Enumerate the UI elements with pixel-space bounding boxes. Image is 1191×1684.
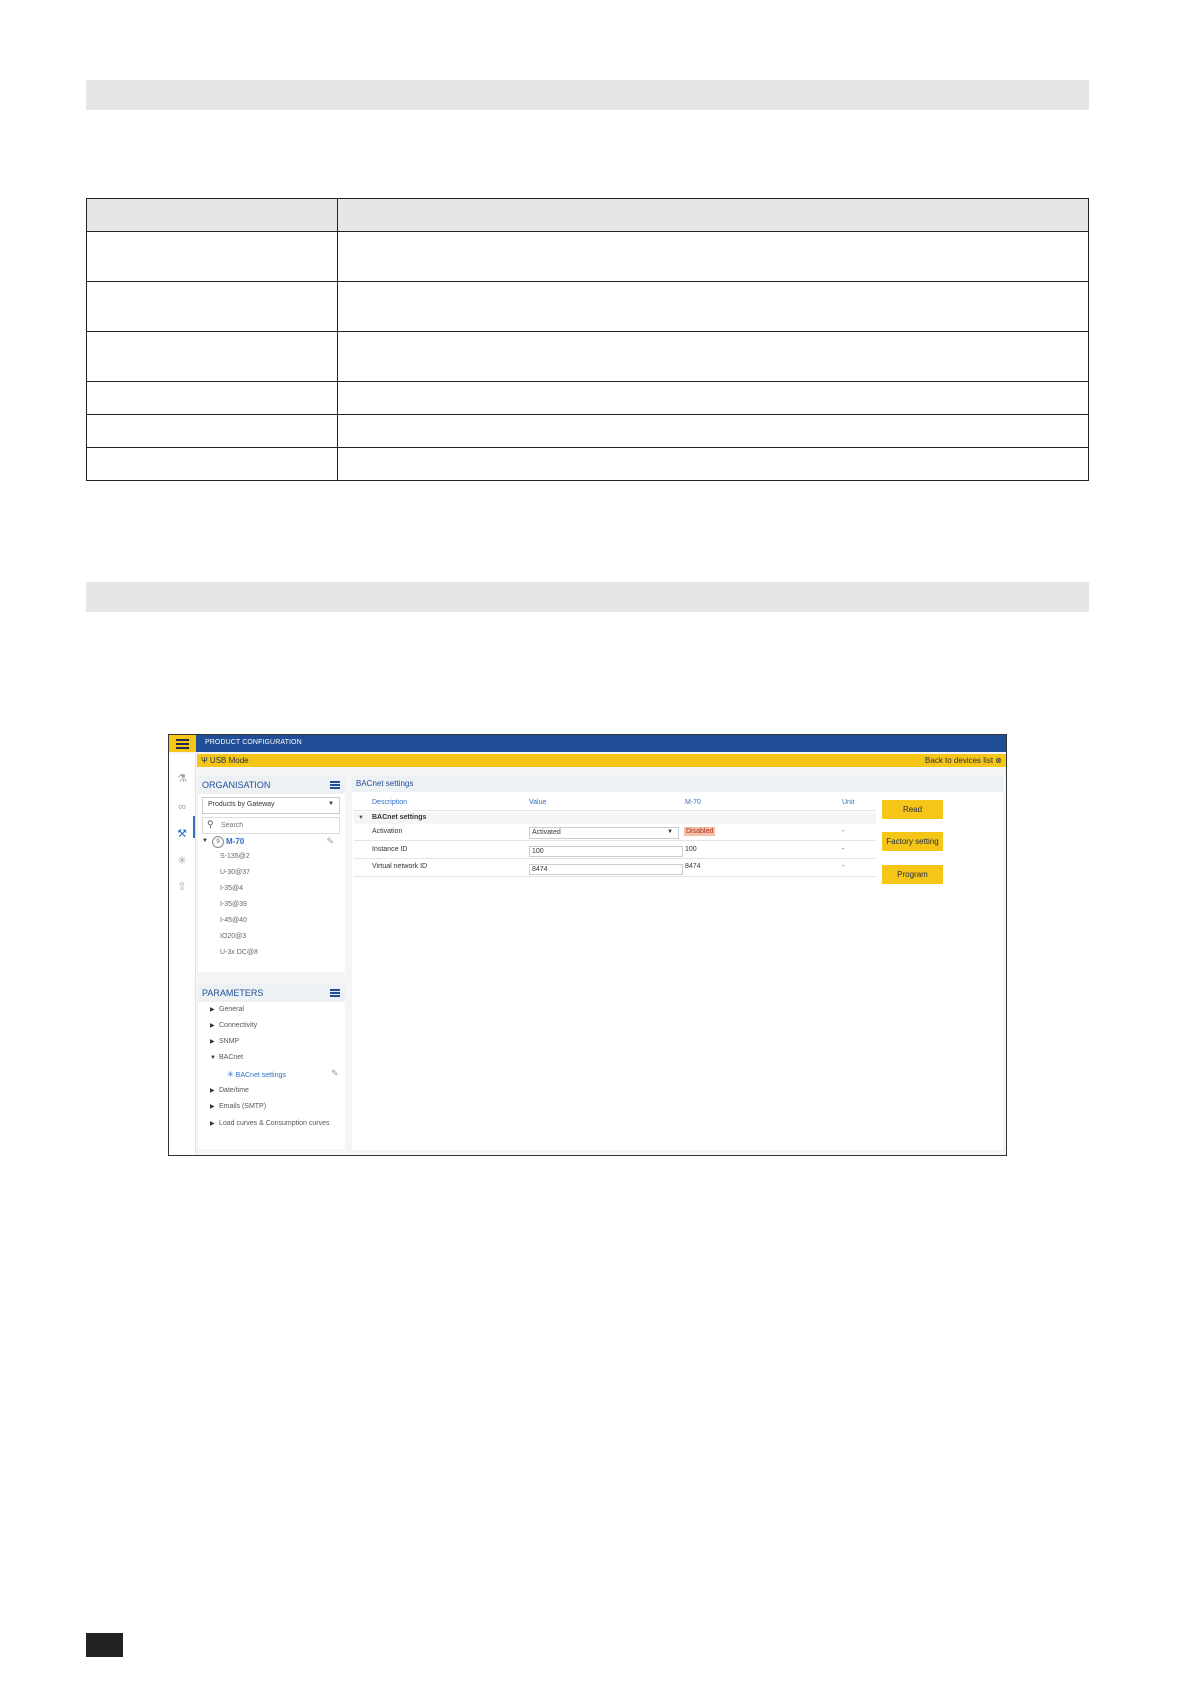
param-sub-label: BACnet settings [235, 1072, 286, 1079]
tree-item[interactable]: U-30@37 [220, 869, 251, 876]
activation-select-value: Activated [532, 829, 561, 836]
tree-item[interactable]: I-35@39 [220, 901, 247, 908]
network-icon[interactable]: ⚗ [177, 773, 187, 785]
settings-header [352, 776, 1003, 792]
back-link-text: Back to devices list [925, 756, 994, 765]
param-item-connectivity[interactable] [210, 1022, 257, 1029]
caret-down-icon: ▼ [210, 1055, 216, 1061]
caret-down-icon[interactable]: ▼ [202, 838, 208, 844]
divider [354, 840, 876, 841]
row-device-value: 100 [685, 846, 697, 853]
param-item-label: Load curves & Consumption curves [219, 1120, 330, 1127]
tree-item[interactable]: IO20@3 [220, 933, 247, 940]
pencil-icon[interactable]: ✎ [326, 836, 334, 846]
tree-root-item[interactable] [202, 836, 338, 848]
active-indicator [193, 816, 195, 838]
table-row [87, 415, 1089, 448]
section-heading-band [86, 80, 1089, 110]
column-header-value: Value [529, 799, 547, 806]
parameters-title: PARAMETERS [202, 988, 264, 998]
caret-right-icon: ▶ [210, 1104, 215, 1110]
table-row [87, 382, 1089, 415]
table-header-cell [87, 199, 338, 232]
satellite-icon: ✳ [227, 1070, 234, 1079]
column-header-device: M-70 [685, 799, 701, 806]
parameters-header [198, 984, 345, 1002]
divider [354, 858, 876, 859]
activation-select[interactable] [529, 827, 679, 839]
tree-item[interactable]: I-35@4 [220, 885, 244, 892]
virtual-network-id-input[interactable] [529, 864, 683, 875]
table-cell [87, 332, 338, 382]
table-row [87, 232, 1089, 282]
tree-item[interactable]: S-135@2 [220, 853, 250, 860]
column-header-unit: Unit [842, 799, 855, 806]
param-item-label: Connectivity [219, 1022, 258, 1029]
settings-group-label: BACnet settings [372, 814, 427, 821]
table-cell [87, 282, 338, 332]
table-cell [338, 382, 1089, 415]
param-item-general[interactable] [210, 1006, 244, 1013]
instance-id-input[interactable] [529, 846, 683, 857]
icon-rail [169, 754, 196, 1155]
search-box [202, 817, 340, 834]
param-item-snmp[interactable] [210, 1038, 239, 1045]
table-row [87, 448, 1089, 481]
param-sub-bacnet-settings[interactable] [227, 1070, 286, 1079]
chevron-down-icon: ▼ [328, 801, 334, 807]
organisation-header [198, 776, 345, 794]
caret-right-icon: ▶ [210, 1039, 215, 1045]
program-button[interactable]: Program [882, 865, 943, 884]
param-item-bacnet[interactable] [210, 1054, 243, 1061]
caret-right-icon: ▶ [210, 1121, 215, 1127]
row-unit: - [842, 828, 845, 835]
close-circle-icon: ⊗ [995, 756, 1002, 765]
chevron-down-icon: ▼ [667, 829, 673, 835]
tree-root-label: M-70 [226, 837, 245, 846]
column-header-description: Description [372, 799, 408, 806]
settings-panel [352, 776, 1003, 1150]
table-cell [338, 415, 1089, 448]
param-item-label: Emails (SMTP) [219, 1103, 267, 1110]
divider [354, 810, 876, 811]
section-heading-band [86, 582, 1089, 612]
settings-group-row[interactable] [354, 812, 876, 824]
usb-mode-bar [197, 754, 1006, 767]
param-item-datetime[interactable] [210, 1087, 249, 1094]
menu-icon[interactable] [169, 735, 196, 752]
organisation-menu-icon[interactable] [330, 781, 340, 789]
export-icon[interactable]: ⇧ [177, 881, 187, 893]
pencil-icon[interactable]: ✎ [331, 1068, 339, 1078]
table-row [87, 332, 1089, 382]
parameters-menu-icon[interactable] [330, 989, 340, 997]
param-item-label: Date/time [219, 1087, 249, 1094]
row-description: Instance ID [372, 846, 408, 853]
row-description: Activation [372, 828, 403, 835]
organisation-panel [198, 776, 345, 972]
app-top-bar [169, 735, 1006, 752]
table-cell [87, 382, 338, 415]
param-item-label: SNMP [219, 1038, 240, 1045]
table-row [87, 282, 1089, 332]
param-item-load-curves[interactable] [210, 1120, 330, 1127]
row-unit: - [842, 863, 845, 870]
table-cell [338, 232, 1089, 282]
table-header-cell [338, 199, 1089, 232]
factory-setting-button[interactable]: Factory setting [882, 832, 943, 851]
table-header-row [87, 199, 1089, 232]
page-number-box [86, 1633, 123, 1657]
row-device-value: 8474 [685, 863, 701, 870]
view-select[interactable] [202, 797, 340, 814]
tree-item[interactable]: I-45@40 [220, 917, 247, 924]
search-icon: ⚲ [207, 819, 214, 829]
device-status-badge: Disabled [686, 828, 714, 835]
app-title: PRODUCT CONFIGURATION [205, 739, 302, 746]
settings-title: BACnet settings [356, 779, 414, 788]
table-cell [338, 332, 1089, 382]
tree-item[interactable]: U-3x DC@8 [220, 949, 258, 956]
search-input[interactable] [221, 820, 331, 830]
row-description: Virtual network ID [372, 863, 428, 870]
table-cell [87, 232, 338, 282]
usb-icon: Ψ [201, 756, 208, 765]
param-item-emails[interactable] [210, 1103, 266, 1110]
satellite-icon[interactable]: ✳ [177, 855, 187, 867]
usb-mode-text: USB Mode [209, 756, 249, 765]
table-cell [338, 282, 1089, 332]
caret-down-icon: ▼ [358, 815, 364, 821]
usb-mode-label [201, 756, 249, 765]
caret-right-icon: ▶ [210, 1088, 215, 1094]
read-button[interactable]: Read [882, 800, 943, 819]
param-item-label: BACnet [219, 1054, 244, 1061]
parameter-table [86, 198, 1089, 481]
row-unit: - [842, 846, 845, 853]
binoculars-icon[interactable]: ∞ [178, 801, 186, 813]
table-cell [87, 448, 338, 481]
back-to-devices-link[interactable] [925, 756, 1002, 765]
app-screenshot [168, 734, 1007, 1156]
gateway-icon: 9 [212, 836, 224, 848]
table-cell [338, 448, 1089, 481]
param-item-label: General [219, 1006, 244, 1013]
table-cell [87, 415, 338, 448]
view-select-value: Products by Gateway [208, 801, 275, 808]
divider [354, 876, 876, 877]
wrench-icon[interactable]: ⚒ [177, 828, 187, 840]
caret-right-icon: ▶ [210, 1023, 215, 1029]
organisation-title: ORGANISATION [202, 780, 271, 790]
caret-right-icon: ▶ [210, 1007, 215, 1013]
